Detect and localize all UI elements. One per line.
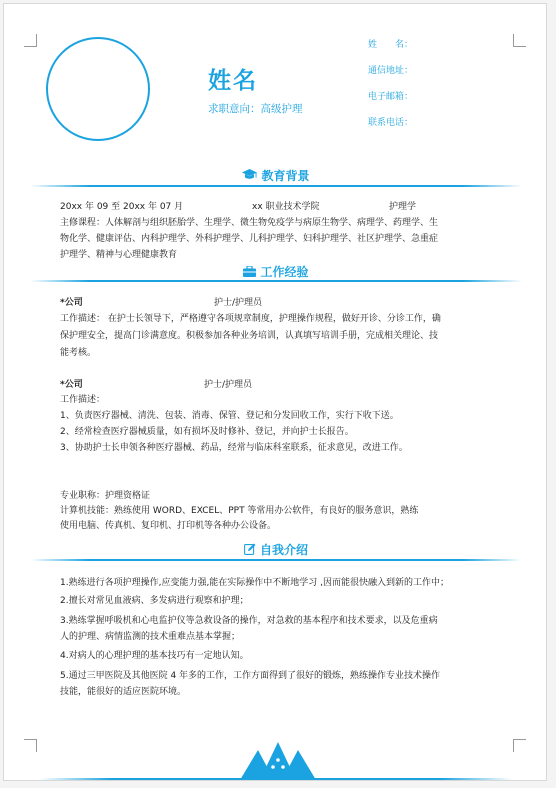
- bottom-divider: [40, 778, 512, 780]
- education-title: 教育背景: [261, 169, 310, 183]
- job2-duty-3: 3、协助护士长申领各种医疗器械、药品，经常与临床科室联系，征求意见，改进工作。: [60, 443, 408, 453]
- crop-mark-top-left: [24, 34, 37, 47]
- education-divider: [30, 185, 522, 187]
- self-intro-item-5-line-2: 技能，能很好的适应医院环境。: [60, 687, 187, 697]
- briefcase-icon: [243, 266, 256, 280]
- graduation-cap-icon: [242, 169, 257, 184]
- certificate-line: 专业职称：护理资格证: [60, 491, 151, 501]
- crop-mark-top-right: [513, 34, 526, 47]
- job-objective: 求职意向：高级护理: [208, 103, 303, 115]
- contact-address-label: 通信地址：: [368, 66, 414, 76]
- job1-desc-line-2: 保护理安全，提高门诊满意度。积极参加各种业务培训，认真填写培训手册，完成相关理论、技: [60, 331, 439, 341]
- contact-phone-label: 联系电话：: [368, 118, 414, 128]
- job2-company: *公司: [60, 380, 83, 390]
- job2-duty-2: 2、经常检查医疗器械质量，如有损坏及时修补、登记，并向护士长报告。: [60, 427, 354, 437]
- self-intro-heading: [4, 541, 548, 558]
- self-intro-item-3-line-2: 人的护理、病情监测的技术重难点基本掌握；: [60, 632, 241, 642]
- contact-block: [368, 38, 413, 142]
- contact-name-label: 姓 名：: [368, 40, 414, 50]
- computer-skill-line-1: 计算机技能：熟练使用 WORD、EXCEL、PPT 等常用办公软件，有良好的服务意识，熟练: [60, 506, 419, 516]
- job1-desc-line-3: 能考核。: [60, 348, 97, 358]
- work-heading: [4, 263, 548, 280]
- education-heading: [4, 167, 548, 184]
- education-school: xx 职业技术学院: [252, 202, 320, 212]
- self-intro-item-1: 1.熟练进行各项护理操作,应变能力强,能在实际操作中不断地学习 ,因而能很快融入到新的工作中；: [60, 578, 450, 588]
- self-intro-item-4: 4.对病人的心理护理的基本技巧有一定地认知。: [60, 651, 249, 661]
- self-intro-divider: [30, 559, 522, 561]
- job1-company: *公司: [60, 298, 83, 308]
- self-intro-item-5-line-1: 5.通过三甲医院及其他医院 4 年多的工作，工作方面得到了很好的锻炼，熟练操作专业技术操作: [60, 671, 441, 681]
- crop-mark-bottom-right: [513, 739, 526, 752]
- candidate-name: 姓名: [208, 68, 258, 94]
- work-divider: [30, 280, 522, 282]
- edit-icon: [244, 543, 256, 558]
- education-dates: 20xx 年 09 至 20xx 年 07 月: [60, 202, 184, 212]
- computer-skill-line-2: 使用电脑、传真机、复印机、打印机等各种办公设备。: [60, 521, 277, 531]
- job1-position: 护士/护理员: [214, 298, 263, 308]
- resume-page: [3, 3, 547, 781]
- photo-placeholder: [46, 37, 150, 141]
- job2-position: 护士/护理员: [204, 380, 253, 390]
- contact-email-label: 电子邮箱：: [368, 92, 414, 102]
- self-intro-item-3-line-1: 3.熟练掌握呼吸机和心电监护仪等急救设备的操作，对急救的基本程序和技术要求，以及危重病: [60, 616, 438, 626]
- education-courses-line-3: 护理学、精神与心理健康教育: [60, 250, 178, 260]
- job2-duty-1: 1、负责医疗器械、清洗、包装、消毒、保管、登记和分发回收工作，实行下收下送。: [60, 411, 399, 421]
- job1-desc-line-1: 工作描述： 在护士长领导下，严格遵守各项规章制度，护理操作规程，做好开诊、分诊工作，确: [60, 314, 441, 324]
- mountain-decoration: [240, 742, 316, 780]
- education-courses-line-1: 主修课程：人体解剖与组织胚胎学、生理学、微生物免疫学与病原生物学、病理学、药理学、生: [60, 218, 439, 228]
- job2-desc-label: 工作描述：: [60, 395, 106, 405]
- education-courses-line-2: 物化学、健康评估、内科护理学、外科护理学、儿科护理学、妇科护理学、社区护理学、急重症: [60, 234, 439, 244]
- work-title: 工作经验: [260, 265, 309, 279]
- education-major: 护理学: [389, 202, 417, 212]
- self-intro-item-2: 2.擅长对常见血液病、多发病进行观察和护理；: [60, 596, 249, 606]
- crop-mark-bottom-left: [24, 739, 37, 752]
- self-intro-title: 自我介绍: [259, 543, 308, 557]
